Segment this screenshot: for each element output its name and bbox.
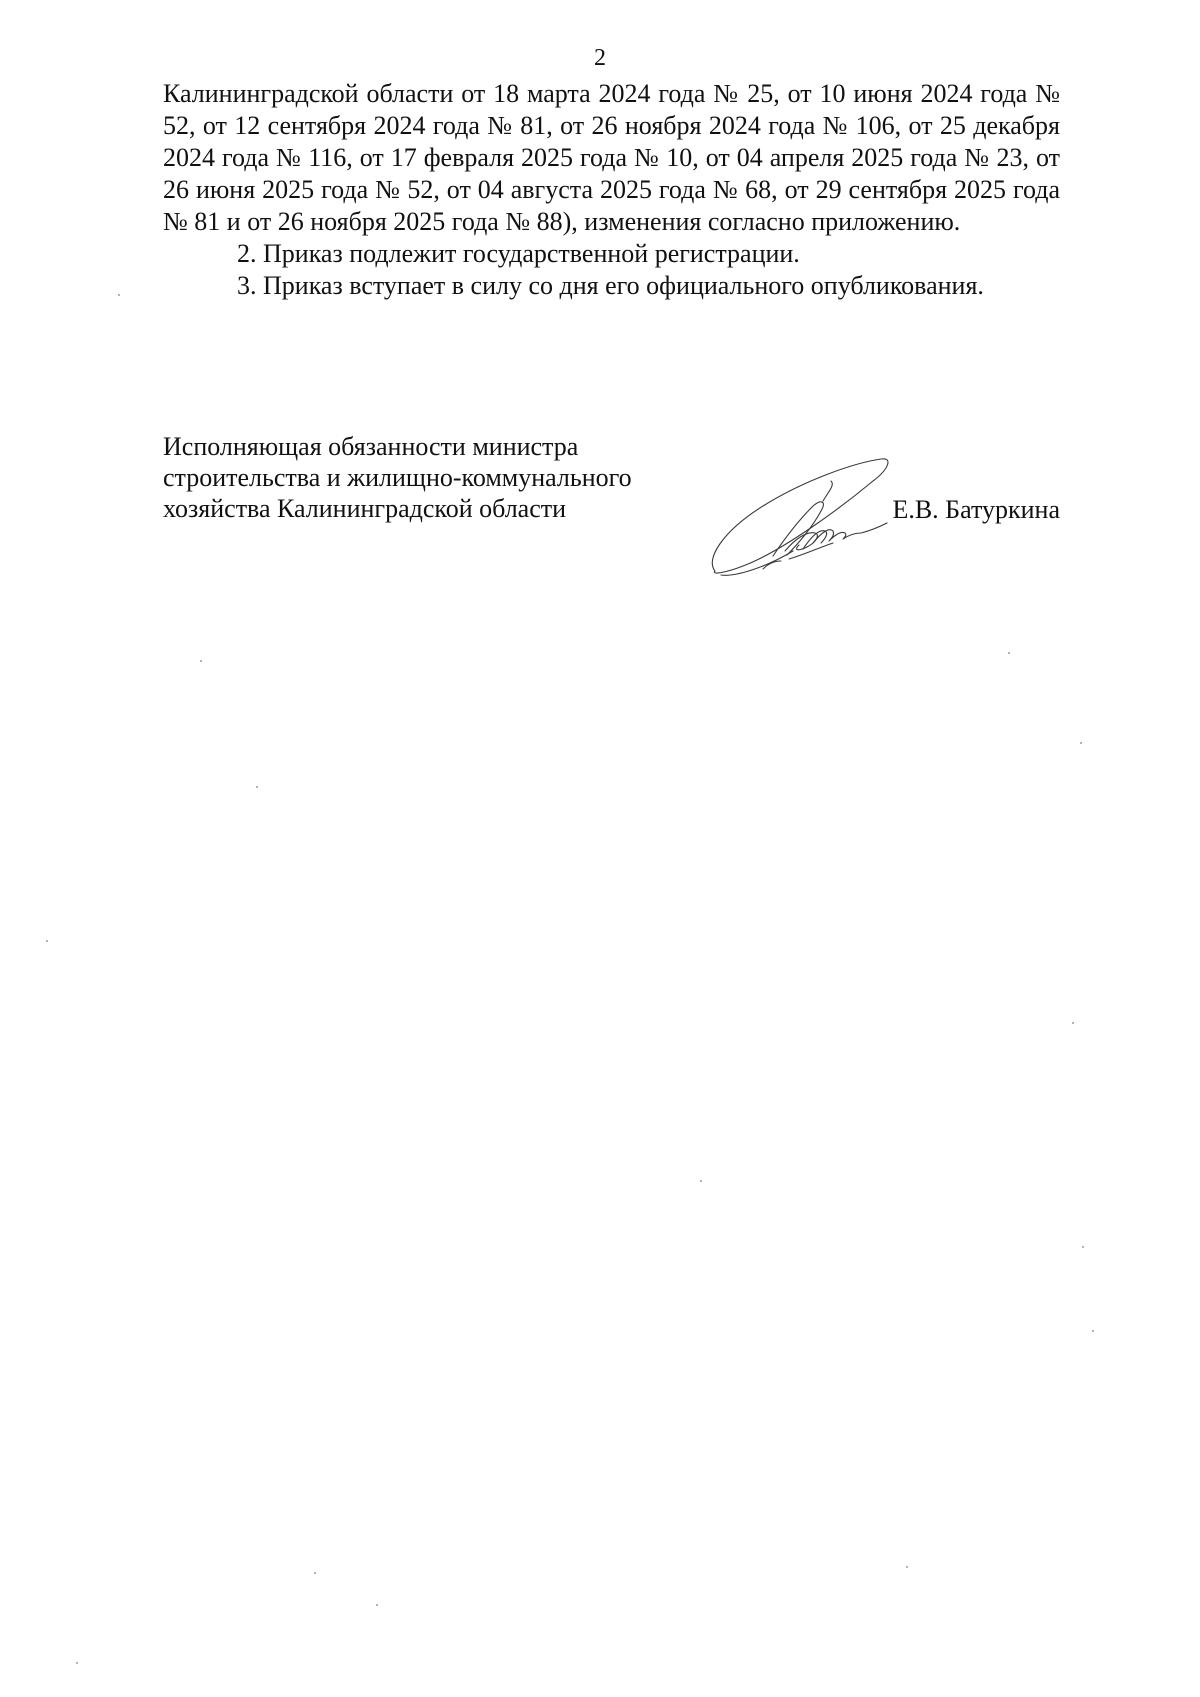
signer-name: Е.В. Батуркина xyxy=(892,495,1060,524)
scan-speck xyxy=(906,1566,908,1568)
scan-speck xyxy=(700,1180,702,1182)
paragraph-item-3: 3. Приказ вступает в силу со дня его официального опубликования. xyxy=(237,271,984,300)
scan-speck xyxy=(256,786,258,788)
scan-speck xyxy=(1092,1330,1094,1332)
signatory-position xyxy=(163,431,632,524)
paragraph-continuation: Калининградской области от 18 марта 2024 года № 25, от 10 июня 2024 года № 52, от 12 сентября 2024 года № 81, от 26 ноября 2024 года № 106, от 25 декабря 2024 года № 116, от 17 февраля 2025 года № 10, от 04 апреля 2025 года № 23, от 26 июня 2025 года № 52, от 04 августа 2025 года № 68, от 29 сентября 2025 года № 81 и от 26 ноября 2025 года № 88), изменения согласно приложению. xyxy=(163,79,1060,236)
position-line-2: строительства и жилищно-коммунального xyxy=(163,463,632,492)
scan-speck xyxy=(118,294,120,296)
document-body xyxy=(163,78,1060,302)
scan-speck xyxy=(314,1572,316,1574)
page-number: 2 xyxy=(594,45,606,71)
scan-speck xyxy=(76,1662,78,1664)
scan-speck xyxy=(46,940,48,942)
scan-speck xyxy=(1080,742,1082,744)
scan-speck xyxy=(200,660,202,662)
scan-speck xyxy=(1082,1246,1084,1248)
scan-speck xyxy=(1008,652,1010,654)
signature-block xyxy=(163,431,1060,591)
scan-speck xyxy=(376,1604,378,1606)
scan-speck xyxy=(1072,1022,1074,1024)
position-line-1: Исполняющая обязанности министра xyxy=(163,432,579,461)
handwritten-signature xyxy=(703,451,903,591)
paragraph-item-2: 2. Приказ подлежит государственной регистрации. xyxy=(237,239,800,268)
position-line-3: хозяйства Калининградской области xyxy=(163,494,567,523)
